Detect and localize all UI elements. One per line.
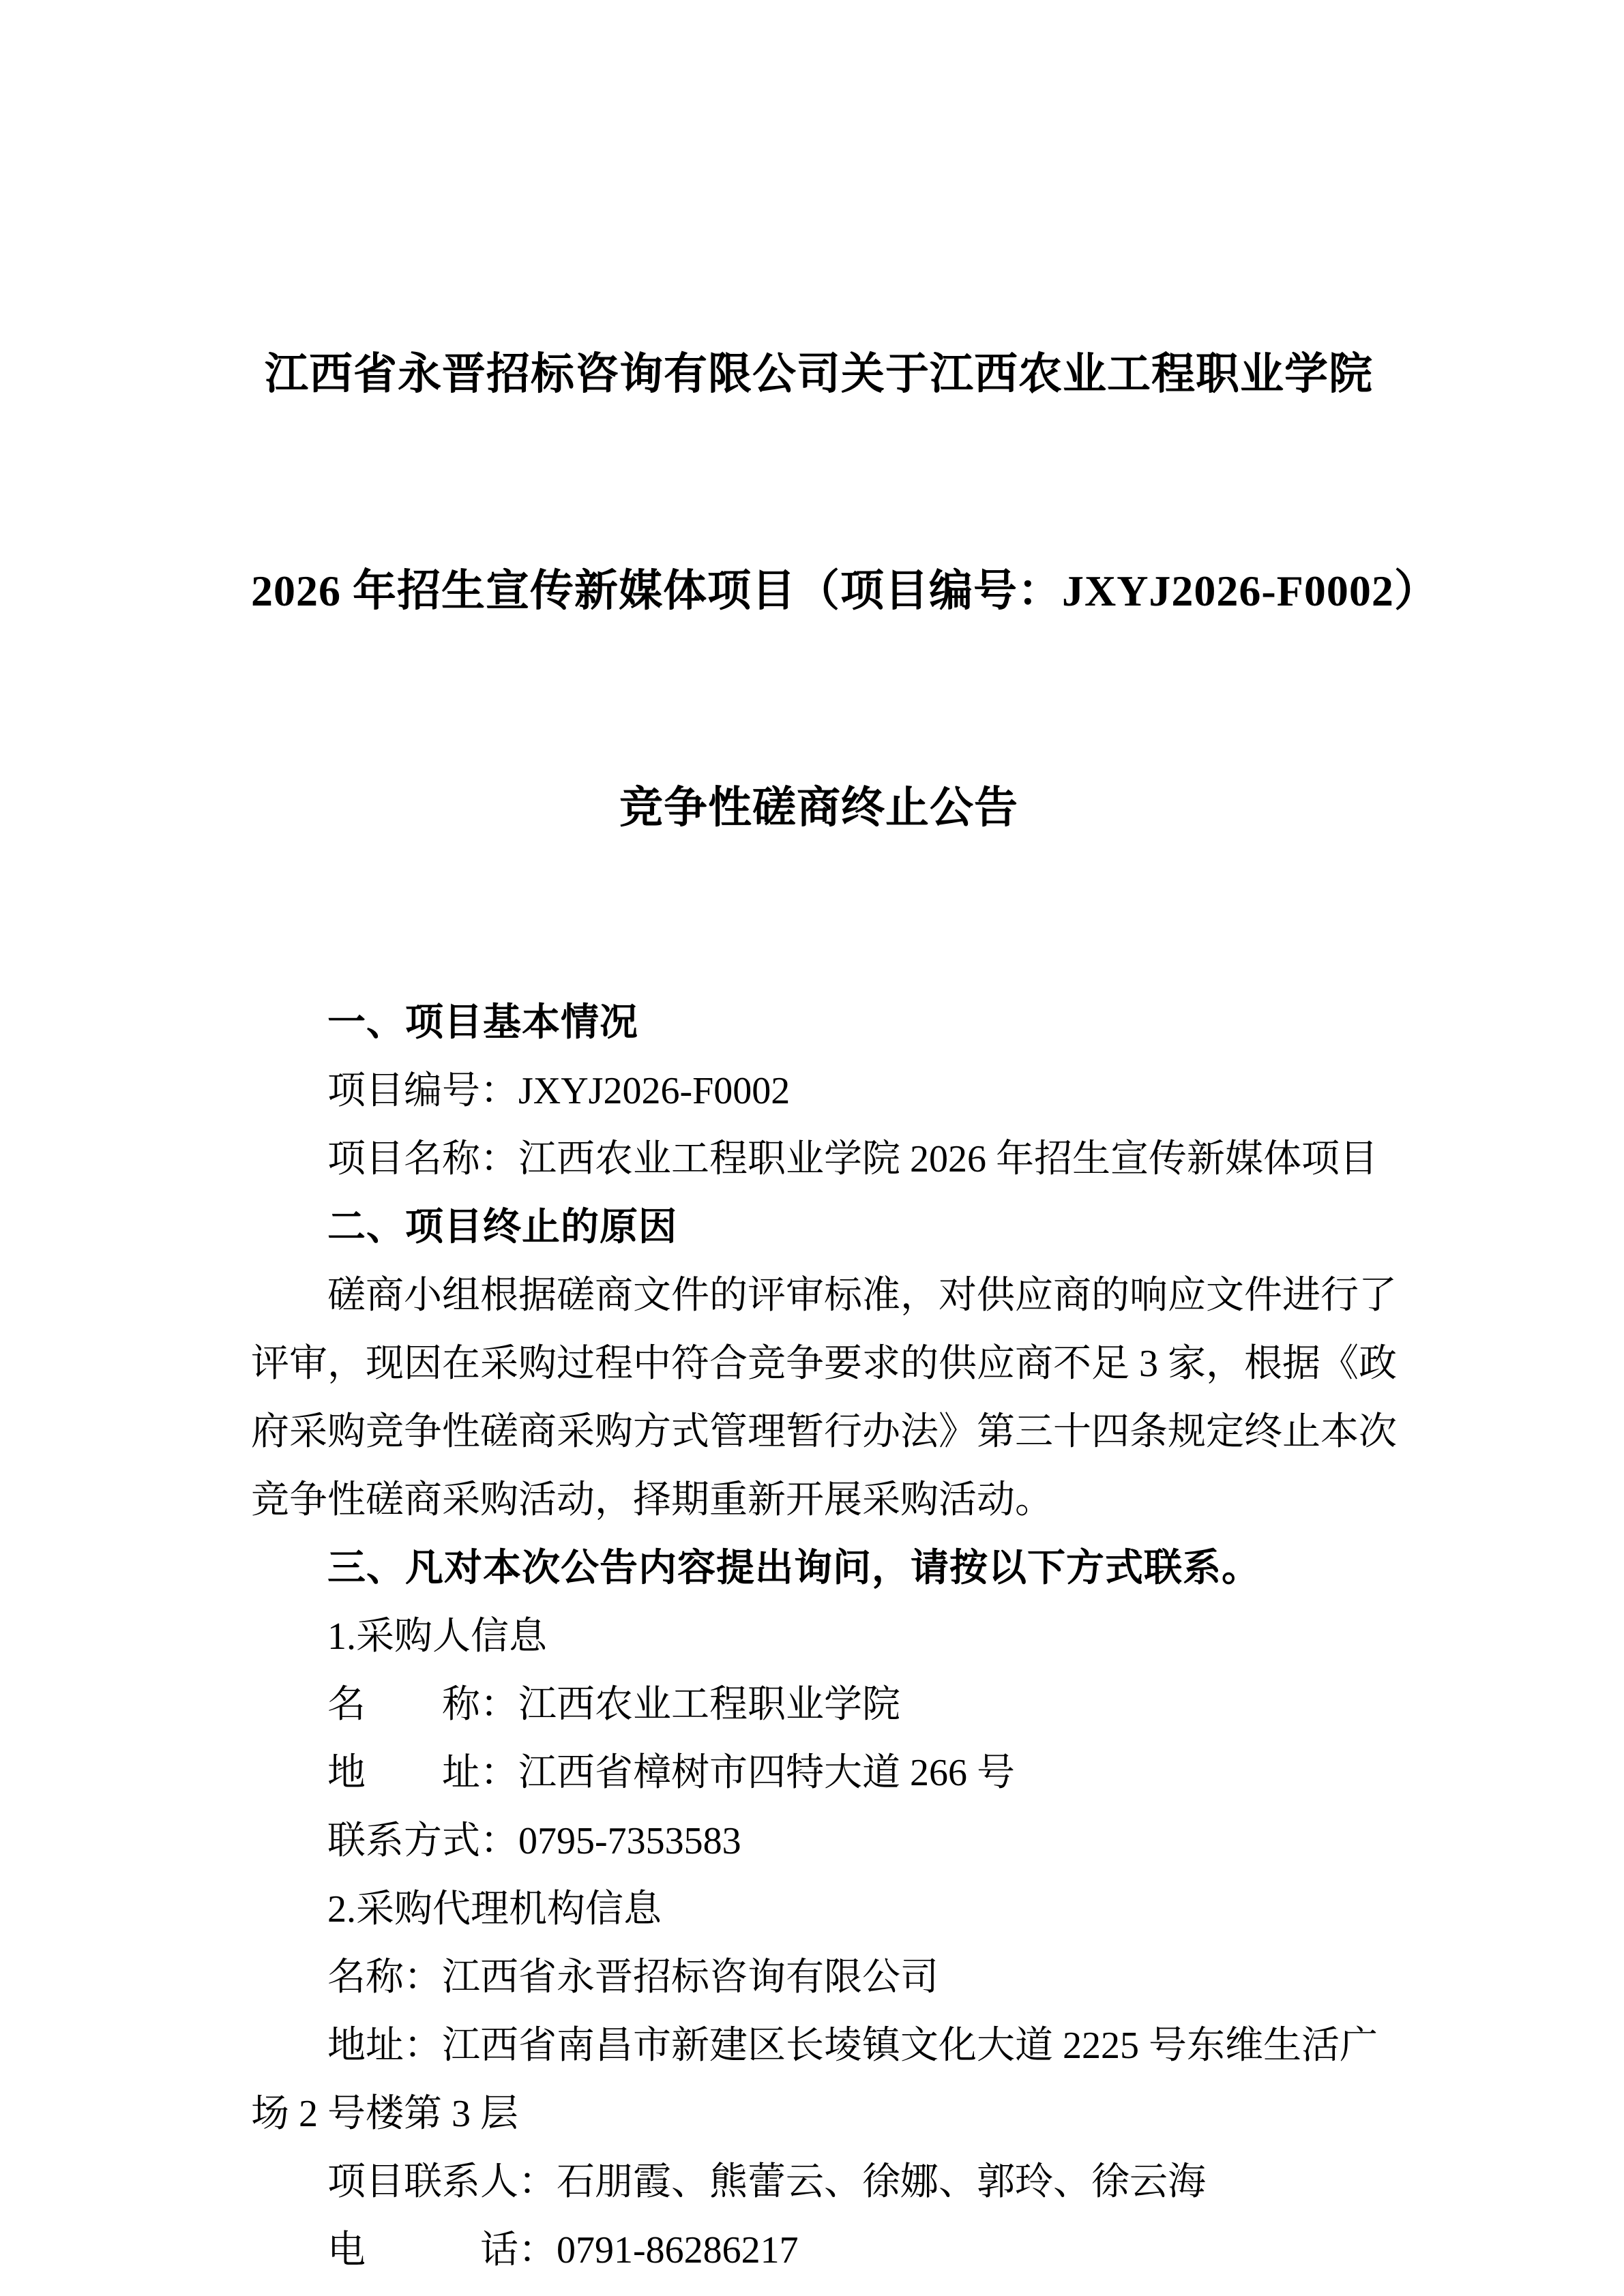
purchaser-address-line: 地 址：江西省樟树市四特大道 266 号 [327,1752,1015,1794]
agency-phone-line: 电 话：0791-86286217 [327,2229,799,2271]
section-3-heading: 三、凡对本次公告内容提出询问，请按以下方式联系。 [327,1547,1260,1590]
project-name-line: 项目名称：江西农业工程职业学院 2026 年招生宣传新媒体项目 [327,1138,1378,1180]
termination-paragraph-line-3: 府采购竞争性磋商采购方式管理暂行办法》第三十四条规定终止本次 [251,1411,1397,1453]
agency-name-line: 名称：江西省永晋招标咨询有限公司 [327,1956,939,1999]
title-line-1: 江西省永晋招标咨询有限公司关于江西农业工程职业学院 [265,350,1373,398]
agency-info-heading: 2.采购代理机构信息 [327,1888,662,1930]
purchaser-contact-line: 联系方式：0795-7353583 [327,1820,741,1862]
termination-paragraph-line-4: 竞争性磋商采购活动，择期重新开展采购活动。 [251,1479,1053,1521]
project-number-line: 项目编号：JXYJ2026-F0002 [327,1070,791,1112]
agency-address-line-1: 地址：江西省南昌市新建区长堎镇文化大道 2225 号东维生活广 [327,2025,1378,2067]
termination-paragraph-line-2: 评审，现因在采购过程中符合竞争要求的供应商不足 3 家，根据《政 [251,1343,1397,1385]
section-2-heading: 二、项目终止的原因 [327,1206,677,1249]
document-title [251,194,1438,989]
purchaser-name-line: 名 称：江西农业工程职业学院 [327,1684,900,1726]
termination-paragraph-line-1: 磋商小组根据磋商文件的评审标准，对供应商的响应文件进行了 [327,1274,1397,1317]
agency-address-line-2: 场 2 号楼第 3 层 [251,2093,518,2135]
document-content [251,194,1438,2284]
section-1-heading: 一、项目基本情况 [327,1002,638,1044]
purchaser-info-heading: 1.采购人信息 [327,1615,547,1658]
agency-contacts-line: 项目联系人：石朋霞、熊蕾云、徐娜、郭玲、徐云海 [327,2161,1206,2203]
title-line-3: 竞争性磋商终止公告 [619,784,1018,832]
title-line-2: 2026 年招生宣传新媒体项目（项目编号：JXYJ2026-F0002） [251,567,1438,615]
